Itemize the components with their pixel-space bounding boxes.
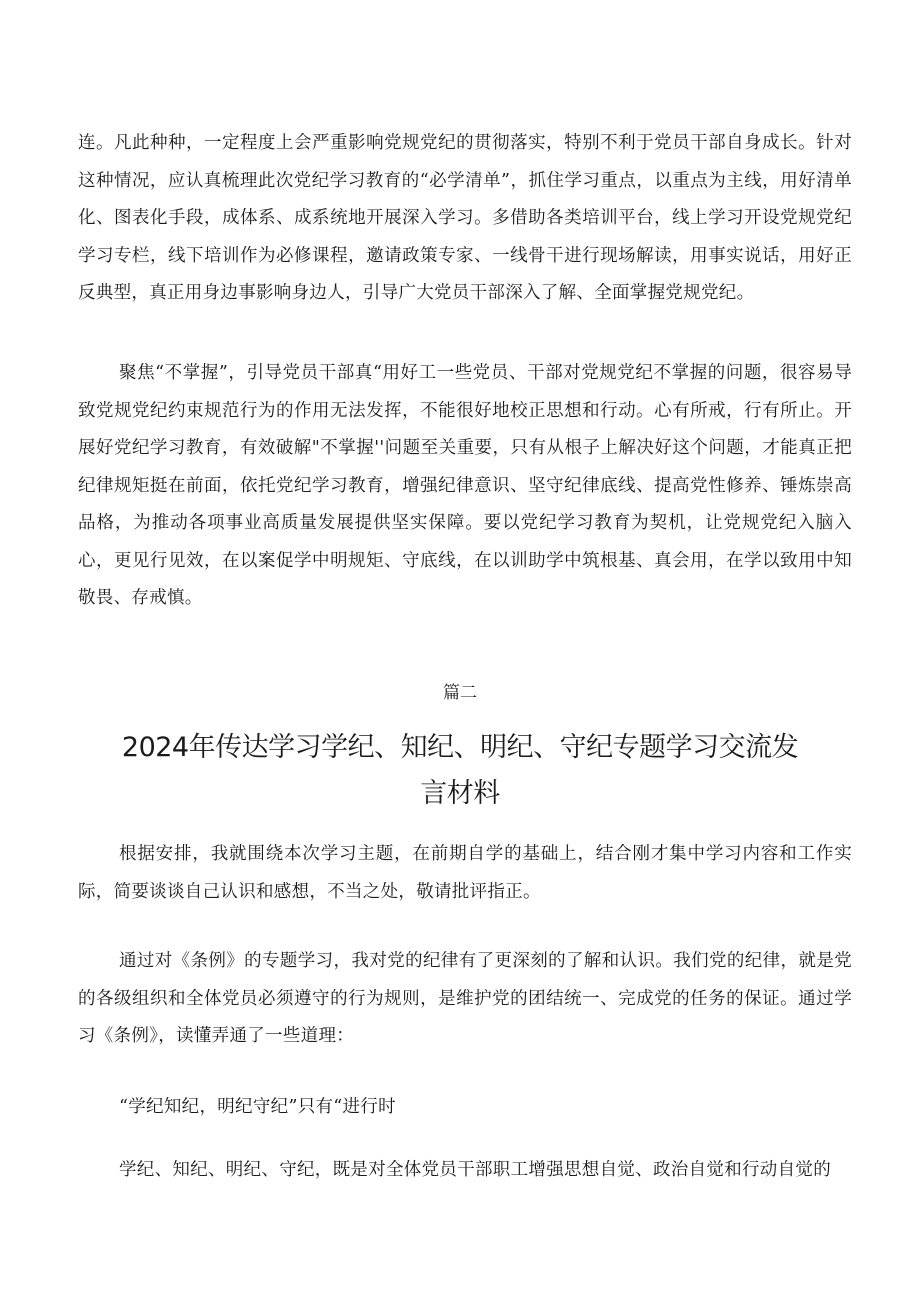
paragraph-1: 连。凡此种种，一定程度上会严重影响党规党纪的贯彻落实，特别不利于党员干部自身成长。针对这种情况，应认真梳理此次党纪学习教育的“必学清单”，抓住学习重点，以重点为主线，用好清单化、图表化手段，成体系、成系统地开展深入学习。多借助各类培训平台，线上学习开设党规党纪学习专栏，线下培训作为必修课程，邀请政策专家、一线骨干进行现场解读，用事实说话，用好正反典型，真正用身边事影响身边人，引导广大党员干部深入了解、全面掌握党规党纪。 <box>78 133 852 303</box>
paragraph-3: 根据安排，我就围绕本次学习主题，在前期自学的基础上，结合刚才集中学习内容和工作实际，简要谈谈自己认识和感想，不当之处，敬请批评指正。 <box>78 844 852 902</box>
paragraph-4: 通过对《条例》的专题学习，我对党的纪律有了更深刻的了解和认识。我们党的纪律，就是党的各级组织和全体党员必须遵守的行为规则，是维护党的团结统一、完成党的任务的保证。通过学习《条例》，读懂弄通了一些道理： <box>78 951 852 1046</box>
document-title-line-2: 言材料 <box>420 778 500 809</box>
subheading: “学纪知纪，明纪守纪”只有“进行时 <box>119 1097 396 1117</box>
paragraph-2: 聚焦“不掌握”，引导党员干部真“用好工一些党员、干部对党规党纪不掌握的问题，很容易导致党规党纪约束规范行为的作用无法发挥，不能很好地校正思想和行动。心有所戒，行有所止。开展好党纪学习教育，有效破解"不掌握''问题至关重要，只有从根子上解决好这个问题，才能真正把纪律规矩挺在前面，依托党纪学习教育，增强纪律意识、坚守纪律底线、提高党性修养、锤炼崇高品格，为推动各项事业高质量发展提供坚实保障。要以党纪学习教育为契机，让党规党纪入脑入心，更见行见效，在以案促学中明规矩、守底线，在以训助学中筑根基、真会用，在学以致用中知敬畏、存戒慎。 <box>78 363 852 608</box>
section-label: 篇二 <box>443 683 477 703</box>
document-title-line-1: 2024年传达学习学纪、知纪、明纪、守纪专题学习交流发 <box>121 732 799 763</box>
paragraph-5: 学纪、知纪、明纪、守纪，既是对全体党员干部职工增强思想自觉、政治自觉和行动自觉的 <box>119 1160 831 1180</box>
